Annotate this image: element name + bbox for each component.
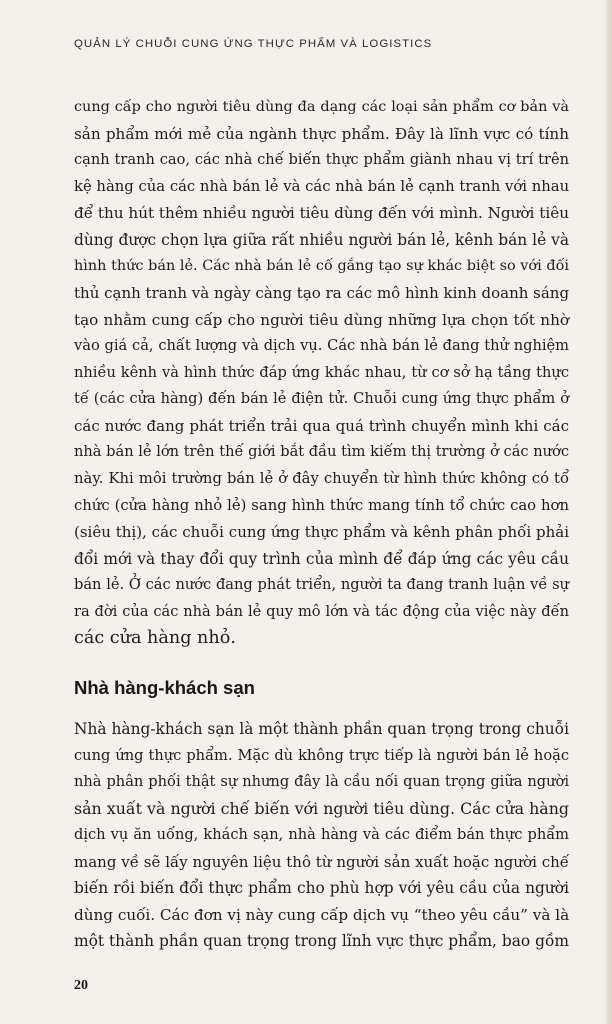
text-line: sản xuất và người chế biến với người tiêu dùng. Các cửa hàng <box>74 799 569 818</box>
text-line: hình thức bán lẻ. Các nhà bán lẻ cố gắng tạo sự khác biệt so với đối <box>74 258 569 274</box>
text-line: các cửa hàng nhỏ. <box>74 628 236 648</box>
text-line: (siêu thị), các chuỗi cung ứng thực phẩm và kênh phân phối phải <box>74 523 569 541</box>
section-heading: Nhà hàng-khách sạn <box>74 677 255 698</box>
text-line: sản phẩm mới mẻ của ngành thực phẩm. Đây là lĩnh vực có tính <box>74 125 569 143</box>
text-line: nhiều kênh và hình thức đáp ứng khác nhau, từ cơ sở hạ tầng thực <box>74 364 569 381</box>
text-line: bán lẻ. Ở các nước đang phát triển, người ta đang tranh luận về sự <box>74 576 569 593</box>
text-line: này. Khi môi trường bán lẻ ở đây chuyển từ hình thức không có tổ <box>74 470 569 487</box>
text-line: để thu hút thêm nhiều người tiêu dùng đến với mình. Người tiêu <box>74 204 569 222</box>
text-line: mang về sẽ lấy nguyên liệu thô từ người sản xuất hoặc người chế <box>74 853 569 871</box>
running-header: QUẢN LÝ CHUỖI CUNG ỨNG THỰC PHẨM VÀ LOGISTICS <box>74 38 433 50</box>
page-edge <box>606 0 612 1024</box>
text-line: tạo nhằm cung cấp cho người tiêu dùng những lựa chọn tốt nhờ <box>74 311 569 329</box>
text-line: ra đời của các nhà bán lẻ quy mô lớn và tác động của việc này đến <box>74 603 569 620</box>
text-line: dùng được chọn lựa giữa rất nhiều người bán lẻ, kênh bán lẻ và <box>74 231 569 249</box>
text-line: tế (các cửa hàng) đến bán lẻ điện tử. Chuỗi cung ứng thực phẩm ở <box>74 390 569 407</box>
text-line: Nhà hàng-khách sạn là một thành phần quan trọng trong chuỗi <box>74 720 569 738</box>
text-line: nhà bán lẻ lớn trên thế giới bắt đầu tìm kiếm thị trường ở các nước <box>74 443 569 460</box>
page-number: 20 <box>74 978 88 993</box>
text-line: dùng cuối. Các đơn vị này cung cấp dịch vụ “theo yêu cầu” và là <box>74 906 570 924</box>
text-line: cung cấp cho người tiêu dùng đa dạng các loại sản phẩm cơ bản và <box>74 99 569 115</box>
text-line: cạnh tranh cao, các nhà chế biến thực phẩm giành nhau vị trí trên <box>74 151 569 168</box>
text-line: thủ cạnh tranh và ngày càng tạo ra các mô hình kinh doanh sáng <box>74 284 570 302</box>
text-line: một thành phần quan trọng trong lĩnh vực thực phẩm, bao gồm <box>74 932 569 950</box>
text-line: dịch vụ ăn uống, khách sạn, nhà hàng và các điểm bán thực phẩm <box>74 826 569 843</box>
text-line: vào giá cả, chất lượng và dịch vụ. Các nhà bán lẻ đang thử nghiệm <box>74 337 569 354</box>
text-line: cung ứng thực phẩm. Mặc dù không trực tiếp là người bán lẻ hoặc <box>74 747 569 764</box>
text-line: đổi mới và thay đổi quy trình của mình để đáp ứng các yêu cầu <box>74 550 569 568</box>
text-line: biến rồi biến đổi thực phẩm cho phù hợp với yêu cầu của người <box>74 879 569 897</box>
text-line: kệ hàng của các nhà bán lẻ và các nhà bán lẻ cạnh tranh với nhau <box>74 178 570 195</box>
text-line: chức (cửa hàng nhỏ lẻ) sang hình thức mang tính tổ chức cao hơn <box>74 497 569 514</box>
text-line: các nước đang phát triển trải qua quá trình chuyển mình khi các <box>74 417 569 435</box>
text-line: nhà phân phối thật sự nhưng đây là cầu nối quan trọng giữa người <box>74 773 569 790</box>
